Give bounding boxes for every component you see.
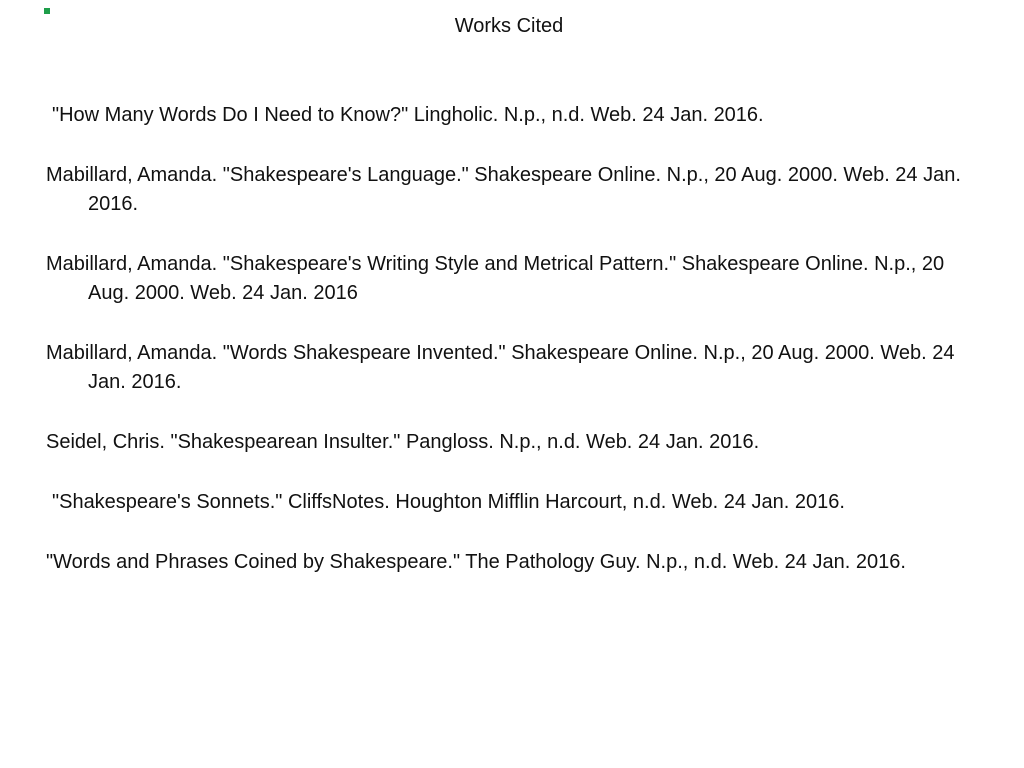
works-cited-list xyxy=(46,101,976,608)
citation-entry: "Shakespeare's Sonnets." CliffsNotes. Houghton Mifflin Harcourt, n.d. Web. 24 Jan. 2016. xyxy=(52,491,845,513)
citation-entry: Mabillard, Amanda. "Shakespeare's Language." Shakespeare Online. N.p., 20 Aug. 2000. Web. 24 Jan. 2016. xyxy=(46,164,961,215)
citation-entry: Mabillard, Amanda. "Shakespeare's Writing Style and Metrical Pattern." Shakespeare Online. N.p., 20 Aug. 2000. Web. 24 Jan. 2016 xyxy=(46,253,945,304)
citation-entry: "Words and Phrases Coined by Shakespeare." The Pathology Guy. N.p., n.d. Web. 24 Jan. 2016. xyxy=(46,551,906,573)
citation-entry: Mabillard, Amanda. "Words Shakespeare Invented." Shakespeare Online. N.p., 20 Aug. 2000. Web. 24 Jan. 2016. xyxy=(46,342,955,393)
citation-entry: Seidel, Chris. "Shakespearean Insulter." Pangloss. N.p., n.d. Web. 24 Jan. 2016. xyxy=(46,431,760,453)
citation-entry: "How Many Words Do I Need to Know?" Lingholic. N.p., n.d. Web. 24 Jan. 2016. xyxy=(52,104,764,126)
page-title: Works Cited xyxy=(454,15,564,37)
